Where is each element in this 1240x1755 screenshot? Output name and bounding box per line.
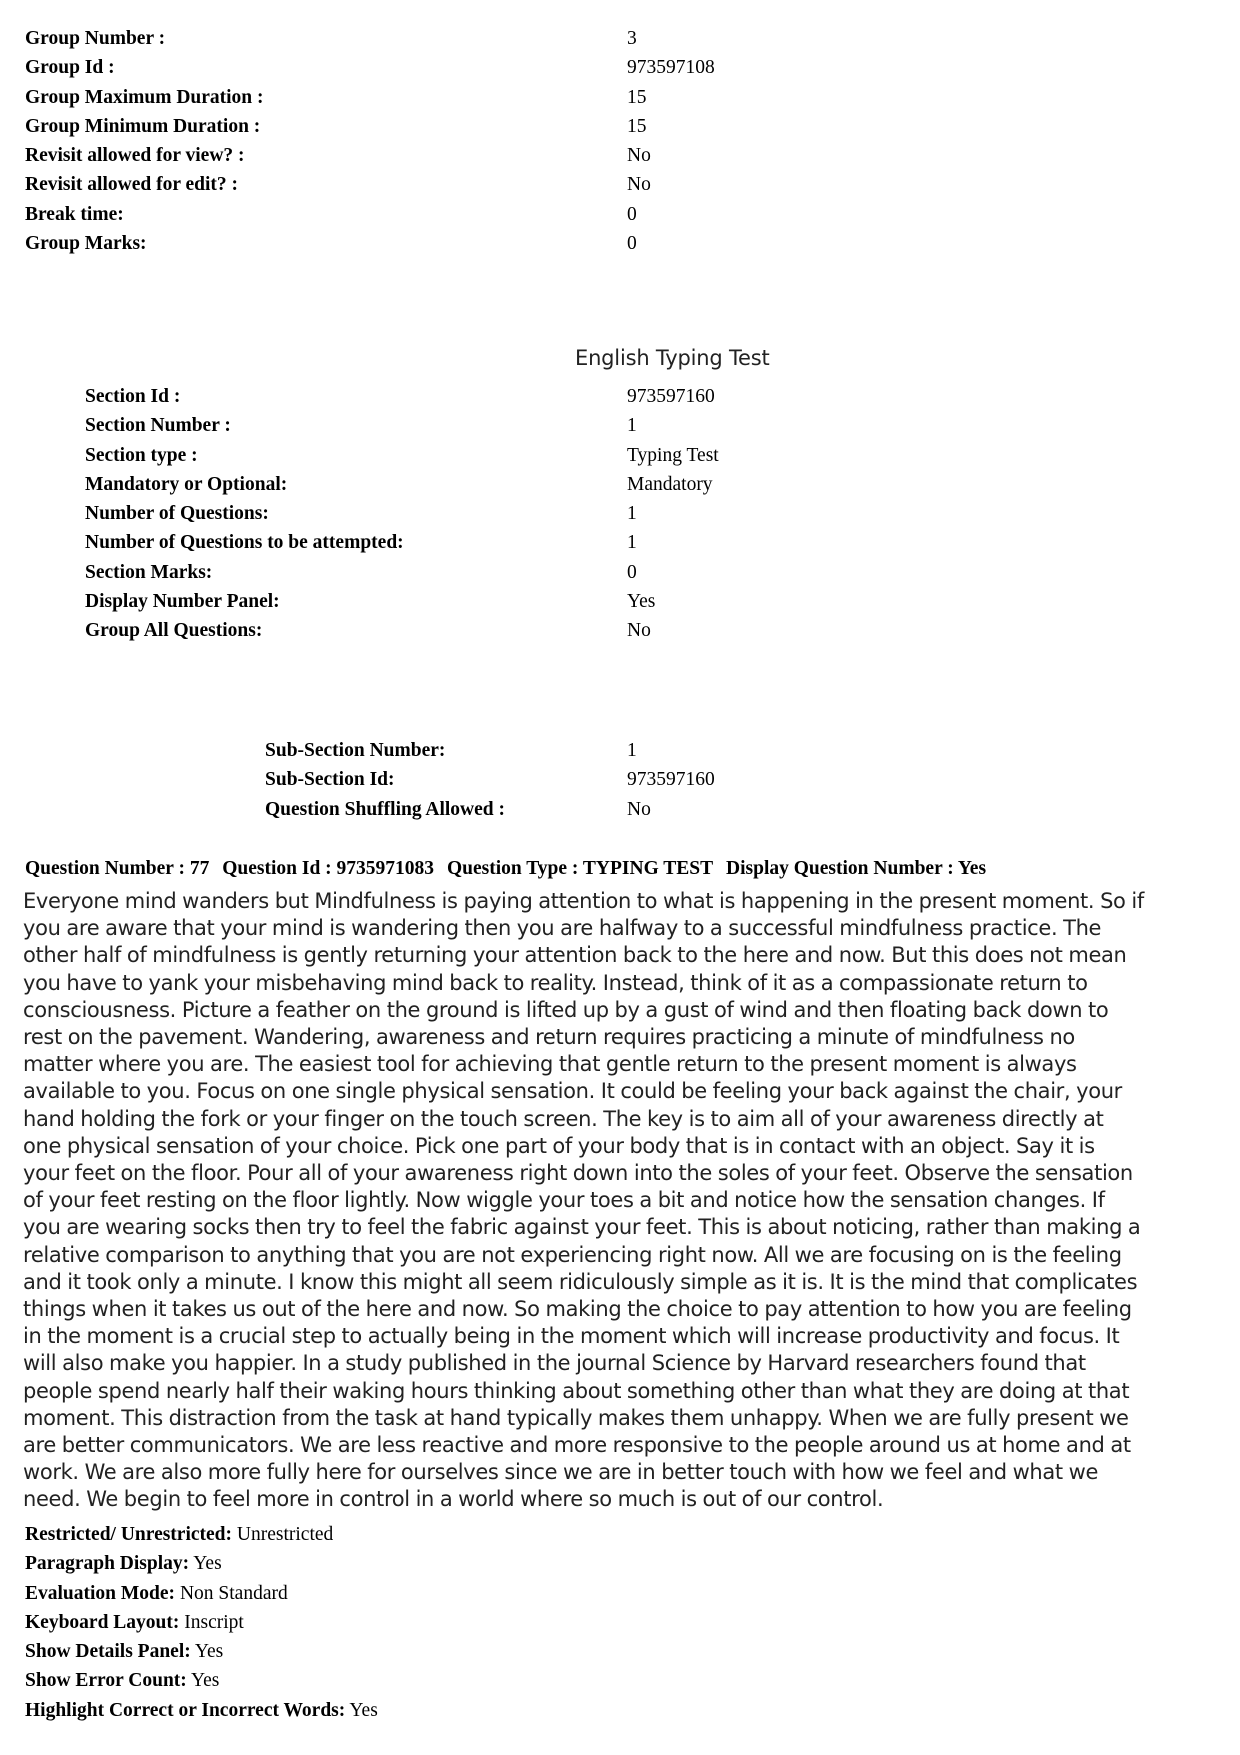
setting-label: Keyboard Layout:	[25, 1611, 180, 1633]
setting-row	[25, 1579, 378, 1608]
mandatory-row	[85, 470, 713, 499]
revisit-edit-value: No	[627, 174, 651, 196]
passage-line: people spend nearly half their waking hours thinking about something other than what they are doing at that	[23, 1378, 1130, 1403]
section-id-value: 973597160	[627, 386, 715, 407]
num-questions-row	[85, 499, 637, 528]
passage-line: one physical sensation of your choice. Pick one part of your body that is in contact with an object. Say it is	[23, 1133, 1095, 1158]
section-number-value: 1	[627, 415, 637, 437]
section-number-label: Section Number :	[85, 415, 231, 437]
setting-label: Show Error Count:	[25, 1670, 187, 1692]
setting-value: Yes	[190, 1641, 224, 1663]
group-max-duration-label: Group Maximum Duration :	[25, 86, 264, 108]
group-id-label: Group Id :	[25, 57, 115, 79]
passage-line: consciousness. Picture a feather on the ground is lifted up by a gust of wind and then floating back down to	[23, 997, 1109, 1022]
setting-label: Paragraph Display:	[25, 1553, 190, 1575]
passage-line: you are wearing socks then try to feel the fabric against your feet. This is about noticing, rather than making a	[23, 1215, 1141, 1240]
group-min-duration-label: Group Minimum Duration :	[25, 115, 261, 137]
passage-line: you are aware that your mind is wandering then you are halfway to a successful mindfulness practice. The	[23, 916, 1102, 941]
passage-line: need. We begin to feel more in control in a world where so much is out of our control.	[23, 1487, 884, 1512]
setting-row	[25, 1696, 378, 1725]
passage-line: matter where you are. The easiest tool for achieving that gentle return to the present moment is always	[23, 1052, 1077, 1077]
display-number-panel-value: Yes	[627, 591, 656, 613]
passage-line: things when it takes us out of the here and now. So making the choice to pay attention to how you are feeling	[23, 1297, 1132, 1322]
setting-row	[25, 1608, 378, 1637]
section-details	[85, 382, 719, 646]
setting-value: Inscript	[179, 1611, 244, 1633]
break-time-row	[25, 200, 637, 229]
revisit-edit-label: Revisit allowed for edit? :	[25, 174, 239, 196]
group-details	[25, 24, 715, 258]
group-min-duration-value: 15	[627, 115, 647, 137]
question-settings	[25, 1520, 378, 1725]
question-header	[25, 858, 994, 880]
group-number-row	[25, 24, 637, 53]
setting-value: Yes	[186, 1670, 220, 1692]
group-marks-label: Group Marks:	[25, 233, 147, 255]
display-question-number: Display Question Number : Yes	[726, 858, 987, 879]
group-number-label: Group Number :	[25, 28, 166, 49]
typing-passage	[23, 888, 1223, 1514]
section-marks-row	[85, 558, 637, 587]
question-type: Question Type : TYPING TEST	[446, 858, 714, 879]
setting-value: Yes	[189, 1553, 222, 1575]
passage-line: of your feet resting on the floor lightly. Now wiggle your toes a bit and notice how the sensation changes. If	[23, 1188, 1105, 1213]
passage-line: you have to yank your misbehaving mind back to reality. Instead, think of it as a compassionate return to	[23, 970, 1088, 995]
setting-row	[25, 1666, 378, 1695]
subsection-id-value: 973597160	[627, 769, 715, 791]
revisit-view-value: No	[627, 145, 651, 167]
revisit-view-row	[25, 141, 651, 170]
group-number-value: 3	[627, 28, 637, 49]
passage-line: hand holding the fork or your finger on the touch screen. The key is to aim all of your awareness directly at	[23, 1106, 1104, 1131]
setting-label: Evaluation Mode:	[25, 1582, 176, 1604]
section-title: English Typing Test	[575, 346, 770, 370]
subsection-id-row	[265, 765, 715, 794]
group-marks-value: 0	[627, 233, 637, 255]
section-id-row	[85, 382, 715, 411]
setting-label: Show Details Panel:	[25, 1641, 191, 1663]
passage-line: other half of mindfulness is gently returning your attention back to the here and now. But this does not mean	[23, 943, 1127, 968]
passage-line: in the moment is a crucial step to actually being in the moment which will increase productivity and focus. It	[23, 1324, 1120, 1349]
passage-line: and it took only a minute. I know this might all seem ridiculously simple as it is. It is the mind that complicates	[23, 1269, 1138, 1294]
passage-line: will also make you happier. In a study published in the journal Science by Harvard researchers found that	[23, 1351, 1086, 1376]
section-marks-label: Section Marks:	[85, 561, 213, 583]
num-attempt-value: 1	[627, 532, 637, 554]
num-attempt-row	[85, 528, 637, 557]
section-type-label: Section type :	[85, 444, 198, 466]
passage-line: available to you. Focus on one single physical sensation. It could be feeling your back against the chair, your	[23, 1079, 1122, 1104]
subsection-id-label: Sub-Section Id:	[265, 769, 395, 791]
passage-line: work. We are also more fully here for ourselves since we are in better touch with how we feel and what we	[23, 1460, 1099, 1485]
subsection-details	[265, 736, 715, 824]
passage-line: relative comparison to anything that you are not experiencing right now. All we are focusing on is the feeling	[23, 1242, 1122, 1267]
subsection-number-label: Sub-Section Number:	[265, 740, 446, 761]
section-id-label: Section Id :	[85, 386, 181, 407]
break-time-label: Break time:	[25, 203, 124, 225]
setting-value: Yes	[345, 1699, 378, 1721]
group-max-duration-row	[25, 83, 647, 112]
display-number-panel-label: Display Number Panel:	[85, 591, 280, 613]
question-id: Question Id : 9735971083	[222, 858, 435, 879]
group-all-questions-label: Group All Questions:	[85, 620, 263, 642]
num-attempt-label: Number of Questions to be attempted:	[85, 532, 404, 554]
setting-row	[25, 1549, 378, 1578]
subsection-number-value: 1	[627, 740, 637, 761]
revisit-edit-row	[25, 170, 651, 199]
num-questions-value: 1	[627, 503, 637, 525]
group-all-questions-row	[85, 616, 651, 645]
display-number-panel-row	[85, 587, 656, 616]
section-marks-value: 0	[627, 561, 637, 583]
passage-line: your feet on the floor. Pour all of your awareness right down into the soles of your feet. Observe the sensation	[23, 1161, 1133, 1186]
setting-value: Non Standard	[175, 1582, 288, 1604]
mandatory-label: Mandatory or Optional:	[85, 473, 288, 495]
group-min-duration-row	[25, 112, 647, 141]
group-max-duration-value: 15	[627, 86, 647, 108]
section-type-value: Typing Test	[627, 444, 719, 466]
passage-line: moment. This distraction from the task at hand typically makes them unhappy. When we are fully present we	[23, 1405, 1129, 1430]
section-number-row	[85, 411, 637, 440]
subsection-number-row	[265, 736, 637, 765]
num-questions-label: Number of Questions:	[85, 503, 269, 525]
group-all-questions-value: No	[627, 620, 651, 642]
setting-row	[25, 1520, 378, 1549]
passage-line: are better communicators. We are less reactive and more responsive to the people around us at home and at	[23, 1433, 1131, 1458]
group-id-row	[25, 53, 715, 82]
setting-row	[25, 1637, 378, 1666]
setting-value: Unrestricted	[232, 1524, 334, 1545]
setting-label: Highlight Correct or Incorrect Words:	[25, 1699, 346, 1721]
group-id-value: 973597108	[627, 57, 715, 79]
passage-line: rest on the pavement. Wandering, awareness and return requires practicing a minute of mindfulness no	[23, 1025, 1075, 1050]
passage-line: Everyone mind wanders but Mindfulness is paying attention to what is happening in the present moment. So if	[23, 889, 1144, 913]
mandatory-value: Mandatory	[627, 473, 713, 495]
question-shuffling-row	[265, 795, 651, 824]
break-time-value: 0	[627, 203, 637, 225]
question-shuffling-label: Question Shuffling Allowed :	[265, 798, 506, 820]
question-shuffling-value: No	[627, 798, 651, 820]
question-number: Question Number : 77	[25, 858, 210, 879]
setting-label: Restricted/ Unrestricted:	[25, 1524, 233, 1545]
section-type-row	[85, 441, 719, 470]
revisit-view-label: Revisit allowed for view? :	[25, 145, 245, 167]
group-marks-row	[25, 229, 637, 258]
